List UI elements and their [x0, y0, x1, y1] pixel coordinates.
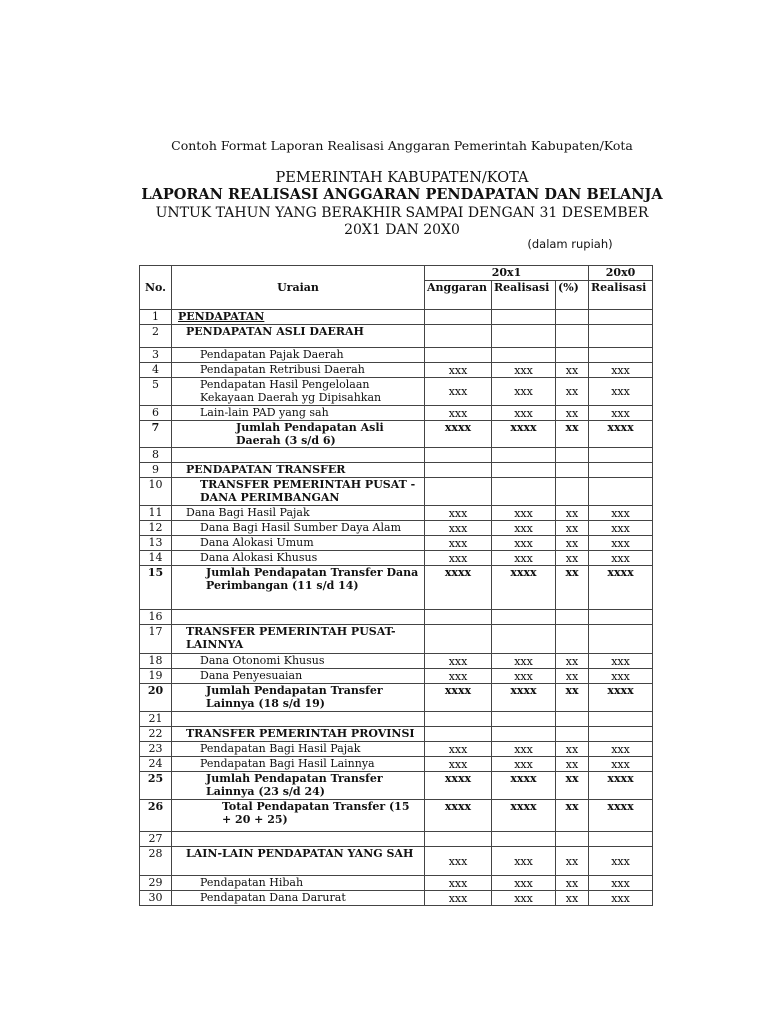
row-number: 17: [140, 625, 172, 654]
row-label: Dana Bagi Hasil Pajak: [172, 506, 425, 521]
value-percent: xx: [556, 772, 589, 800]
value-realisasi-previous: xxx: [589, 406, 653, 421]
row-label: Total Pendapatan Transfer (15 + 20 + 25): [172, 800, 425, 832]
value-anggaran: [425, 727, 492, 742]
table-row: [140, 757, 653, 772]
value-realisasi-previous: [589, 478, 653, 506]
value-anggaran: xxx: [425, 654, 492, 669]
value-realisasi-current: xxx: [492, 876, 556, 891]
value-anggaran: [425, 448, 492, 463]
value-anggaran: [425, 610, 492, 625]
value-percent: xx: [556, 669, 589, 684]
currency-unit-note: (dalam rupiah): [527, 237, 613, 251]
value-anggaran: [425, 310, 492, 325]
table-row: [140, 325, 653, 348]
value-anggaran: xxxx: [425, 566, 492, 610]
row-number: 20: [140, 684, 172, 712]
value-realisasi-previous: xxxx: [589, 684, 653, 712]
row-number: 23: [140, 742, 172, 757]
row-label: Jumlah Pendapatan Transfer Lainnya (23 s/d 24): [172, 772, 425, 800]
row-label: Dana Bagi Hasil Sumber Daya Alam: [172, 521, 425, 536]
value-realisasi-previous: xxx: [589, 891, 653, 906]
row-number: 14: [140, 551, 172, 566]
value-anggaran: xxx: [425, 847, 492, 876]
value-anggaran: xxx: [425, 891, 492, 906]
value-realisasi-current: [492, 310, 556, 325]
value-percent: xx: [556, 684, 589, 712]
value-realisasi-previous: [589, 348, 653, 363]
value-realisasi-previous: xxx: [589, 378, 653, 406]
table-row: [140, 625, 653, 654]
value-percent: xx: [556, 506, 589, 521]
value-anggaran: xxx: [425, 363, 492, 378]
value-realisasi-previous: xxxx: [589, 421, 653, 448]
table-row: [140, 536, 653, 551]
row-number: 13: [140, 536, 172, 551]
row-label: Pendapatan Bagi Hasil Pajak: [172, 742, 425, 757]
value-percent: xx: [556, 847, 589, 876]
value-percent: xx: [556, 876, 589, 891]
table-row: [140, 551, 653, 566]
table-row: [140, 348, 653, 363]
column-header-uraian: Uraian: [172, 266, 425, 310]
value-realisasi-current: xxx: [492, 891, 556, 906]
table-row: [140, 363, 653, 378]
row-number: 30: [140, 891, 172, 906]
value-anggaran: xxxx: [425, 421, 492, 448]
budget-realization-table: [139, 265, 653, 906]
value-anggaran: xxx: [425, 506, 492, 521]
value-anggaran: xxx: [425, 406, 492, 421]
value-percent: [556, 625, 589, 654]
value-realisasi-current: [492, 325, 556, 348]
column-header-year-current: 20x1: [425, 266, 589, 281]
row-label: Dana Alokasi Khusus: [172, 551, 425, 566]
row-label: Pendapatan Hibah: [172, 876, 425, 891]
row-number: 18: [140, 654, 172, 669]
value-realisasi-current: xxx: [492, 536, 556, 551]
table-row: [140, 610, 653, 625]
value-realisasi-current: xxx: [492, 506, 556, 521]
value-realisasi-previous: [589, 610, 653, 625]
value-realisasi-current: [492, 448, 556, 463]
value-percent: [556, 448, 589, 463]
row-label: Pendapatan Bagi Hasil Lainnya: [172, 757, 425, 772]
value-percent: xx: [556, 363, 589, 378]
value-realisasi-previous: xxx: [589, 506, 653, 521]
column-header-anggaran: Anggaran: [425, 281, 492, 310]
value-realisasi-current: xxxx: [492, 566, 556, 610]
column-header-year-previous: 20x0: [589, 266, 653, 281]
value-realisasi-current: xxx: [492, 654, 556, 669]
value-realisasi-current: xxxx: [492, 684, 556, 712]
row-label: Jumlah Pendapatan Transfer Dana Perimbangan (11 s/d 14): [172, 566, 425, 610]
row-number: 6: [140, 406, 172, 421]
value-realisasi-previous: [589, 727, 653, 742]
value-percent: xx: [556, 551, 589, 566]
value-realisasi-previous: [589, 712, 653, 727]
value-realisasi-current: xxx: [492, 551, 556, 566]
value-realisasi-previous: xxx: [589, 757, 653, 772]
table-row: [140, 876, 653, 891]
table-row: [140, 406, 653, 421]
column-header-realisasi-current: Realisasi: [492, 281, 556, 310]
row-number: 25: [140, 772, 172, 800]
row-label: PENDAPATAN TRANSFER: [172, 463, 425, 478]
table-row: [140, 772, 653, 800]
value-percent: [556, 478, 589, 506]
value-realisasi-current: xxx: [492, 742, 556, 757]
value-realisasi-previous: [589, 463, 653, 478]
row-label: LAIN-LAIN PENDAPATAN YANG SAH: [172, 847, 425, 876]
value-percent: xx: [556, 536, 589, 551]
row-number: 1: [140, 310, 172, 325]
value-realisasi-previous: xxx: [589, 551, 653, 566]
row-number: 3: [140, 348, 172, 363]
value-percent: xx: [556, 421, 589, 448]
row-label: Jumlah Pendapatan Transfer Lainnya (18 s/d 19): [172, 684, 425, 712]
row-label: Dana Otonomi Khusus: [172, 654, 425, 669]
value-realisasi-current: [492, 463, 556, 478]
value-realisasi-current: [492, 712, 556, 727]
value-realisasi-previous: [589, 310, 653, 325]
value-realisasi-current: xxx: [492, 757, 556, 772]
table-row: [140, 310, 653, 325]
table-row: [140, 566, 653, 610]
row-number: 26: [140, 800, 172, 832]
table-row: [140, 800, 653, 832]
row-number: 7: [140, 421, 172, 448]
value-realisasi-previous: [589, 832, 653, 847]
value-anggaran: xxx: [425, 757, 492, 772]
value-anggaran: [425, 348, 492, 363]
value-realisasi-previous: xxx: [589, 669, 653, 684]
row-label: Jumlah Pendapatan Asli Daerah (3 s/d 6): [172, 421, 425, 448]
value-realisasi-previous: [589, 448, 653, 463]
row-number: 28: [140, 847, 172, 876]
value-realisasi-current: xxxx: [492, 421, 556, 448]
table-row: [140, 378, 653, 406]
value-realisasi-current: xxx: [492, 406, 556, 421]
value-percent: xx: [556, 521, 589, 536]
header-row-years: [140, 266, 653, 281]
table-row: [140, 727, 653, 742]
value-percent: xx: [556, 378, 589, 406]
row-label: Lain-lain PAD yang sah: [172, 406, 425, 421]
value-realisasi-previous: xxx: [589, 654, 653, 669]
row-number: 15: [140, 566, 172, 610]
value-anggaran: xxx: [425, 521, 492, 536]
value-percent: [556, 832, 589, 847]
table-row: [140, 421, 653, 448]
table-row: [140, 654, 653, 669]
row-label: Pendapatan Hasil Pengelolaan Kekayaan Daerah yg Dipisahkan: [172, 378, 425, 406]
figure-caption: Contoh Format Laporan Realisasi Anggaran Pemerintah Kabupaten/Kota: [171, 138, 633, 153]
value-anggaran: xxx: [425, 536, 492, 551]
value-realisasi-current: [492, 478, 556, 506]
value-realisasi-current: xxx: [492, 847, 556, 876]
table-row: [140, 448, 653, 463]
header-period-line1: UNTUK TAHUN YANG BERAKHIR SAMPAI DENGAN 31 DESEMBER: [155, 205, 649, 221]
header-period-line2: 20X1 DAN 20X0: [344, 222, 460, 238]
value-percent: xx: [556, 406, 589, 421]
column-header-percent: (%): [556, 281, 589, 310]
table-row: [140, 478, 653, 506]
value-anggaran: xxx: [425, 378, 492, 406]
row-label: Dana Penyesuaian: [172, 669, 425, 684]
value-realisasi-current: [492, 832, 556, 847]
row-label: [172, 448, 425, 463]
table-row: [140, 669, 653, 684]
row-label: [172, 712, 425, 727]
value-realisasi-previous: xxx: [589, 742, 653, 757]
row-number: 29: [140, 876, 172, 891]
value-percent: [556, 727, 589, 742]
table-row: [140, 742, 653, 757]
column-header-no: No.: [140, 266, 172, 310]
table-row: [140, 463, 653, 478]
row-label: [172, 832, 425, 847]
value-anggaran: [425, 832, 492, 847]
row-number: 2: [140, 325, 172, 348]
header-government: PEMERINTAH KABUPATEN/KOTA: [275, 170, 529, 186]
value-realisasi-previous: xxx: [589, 363, 653, 378]
value-percent: [556, 310, 589, 325]
row-label: PENDAPATAN ASLI DAERAH: [172, 325, 425, 348]
table-row: [140, 891, 653, 906]
table-row: [140, 832, 653, 847]
value-realisasi-current: [492, 610, 556, 625]
value-realisasi-current: xxx: [492, 669, 556, 684]
value-anggaran: xxx: [425, 876, 492, 891]
row-label: [172, 610, 425, 625]
value-realisasi-current: xxx: [492, 521, 556, 536]
value-realisasi-current: [492, 348, 556, 363]
row-number: 5: [140, 378, 172, 406]
row-label: Pendapatan Retribusi Daerah: [172, 363, 425, 378]
value-realisasi-previous: [589, 325, 653, 348]
value-anggaran: [425, 463, 492, 478]
value-anggaran: xxxx: [425, 684, 492, 712]
value-realisasi-previous: xxx: [589, 847, 653, 876]
row-number: 16: [140, 610, 172, 625]
table-row: [140, 847, 653, 876]
row-number: 10: [140, 478, 172, 506]
value-realisasi-previous: xxx: [589, 536, 653, 551]
value-anggaran: xxx: [425, 669, 492, 684]
row-label: Pendapatan Dana Darurat: [172, 891, 425, 906]
value-percent: xx: [556, 742, 589, 757]
value-realisasi-current: xxxx: [492, 772, 556, 800]
row-number: 21: [140, 712, 172, 727]
row-number: 4: [140, 363, 172, 378]
value-anggaran: [425, 712, 492, 727]
row-label: TRANSFER PEMERINTAH PUSAT - DANA PERIMBANGAN: [172, 478, 425, 506]
value-realisasi-previous: xxxx: [589, 566, 653, 610]
value-anggaran: xxxx: [425, 772, 492, 800]
value-percent: xx: [556, 891, 589, 906]
value-realisasi-previous: [589, 625, 653, 654]
value-percent: [556, 348, 589, 363]
row-number: 19: [140, 669, 172, 684]
row-label: Pendapatan Pajak Daerah: [172, 348, 425, 363]
value-percent: [556, 610, 589, 625]
value-anggaran: [425, 625, 492, 654]
table-row: [140, 506, 653, 521]
value-realisasi-current: [492, 727, 556, 742]
row-number: 8: [140, 448, 172, 463]
table-row: [140, 684, 653, 712]
value-realisasi-current: xxx: [492, 378, 556, 406]
row-number: 27: [140, 832, 172, 847]
value-percent: xx: [556, 757, 589, 772]
value-percent: xx: [556, 654, 589, 669]
value-anggaran: [425, 478, 492, 506]
value-anggaran: [425, 325, 492, 348]
value-percent: xx: [556, 800, 589, 832]
row-number: 11: [140, 506, 172, 521]
column-header-realisasi-previous: Realisasi: [589, 281, 653, 310]
row-number: 9: [140, 463, 172, 478]
value-realisasi-previous: xxx: [589, 876, 653, 891]
row-label: TRANSFER PEMERINTAH PROVINSI: [172, 727, 425, 742]
value-anggaran: xxxx: [425, 800, 492, 832]
row-number: 12: [140, 521, 172, 536]
row-label: TRANSFER PEMERINTAH PUSAT-LAINNYA: [172, 625, 425, 654]
value-realisasi-previous: xxxx: [589, 772, 653, 800]
value-percent: [556, 463, 589, 478]
value-anggaran: xxx: [425, 551, 492, 566]
value-realisasi-current: [492, 625, 556, 654]
value-anggaran: xxx: [425, 742, 492, 757]
value-realisasi-previous: xxxx: [589, 800, 653, 832]
value-percent: [556, 712, 589, 727]
row-label: PENDAPATAN: [172, 310, 425, 325]
value-percent: xx: [556, 566, 589, 610]
row-label: Dana Alokasi Umum: [172, 536, 425, 551]
header-report-title: LAPORAN REALISASI ANGGARAN PENDAPATAN DAN BELANJA: [141, 186, 663, 203]
value-realisasi-previous: xxx: [589, 521, 653, 536]
table-row: [140, 712, 653, 727]
row-number: 24: [140, 757, 172, 772]
row-number: 22: [140, 727, 172, 742]
value-percent: [556, 325, 589, 348]
value-realisasi-current: xxxx: [492, 800, 556, 832]
table-row: [140, 521, 653, 536]
value-realisasi-current: xxx: [492, 363, 556, 378]
